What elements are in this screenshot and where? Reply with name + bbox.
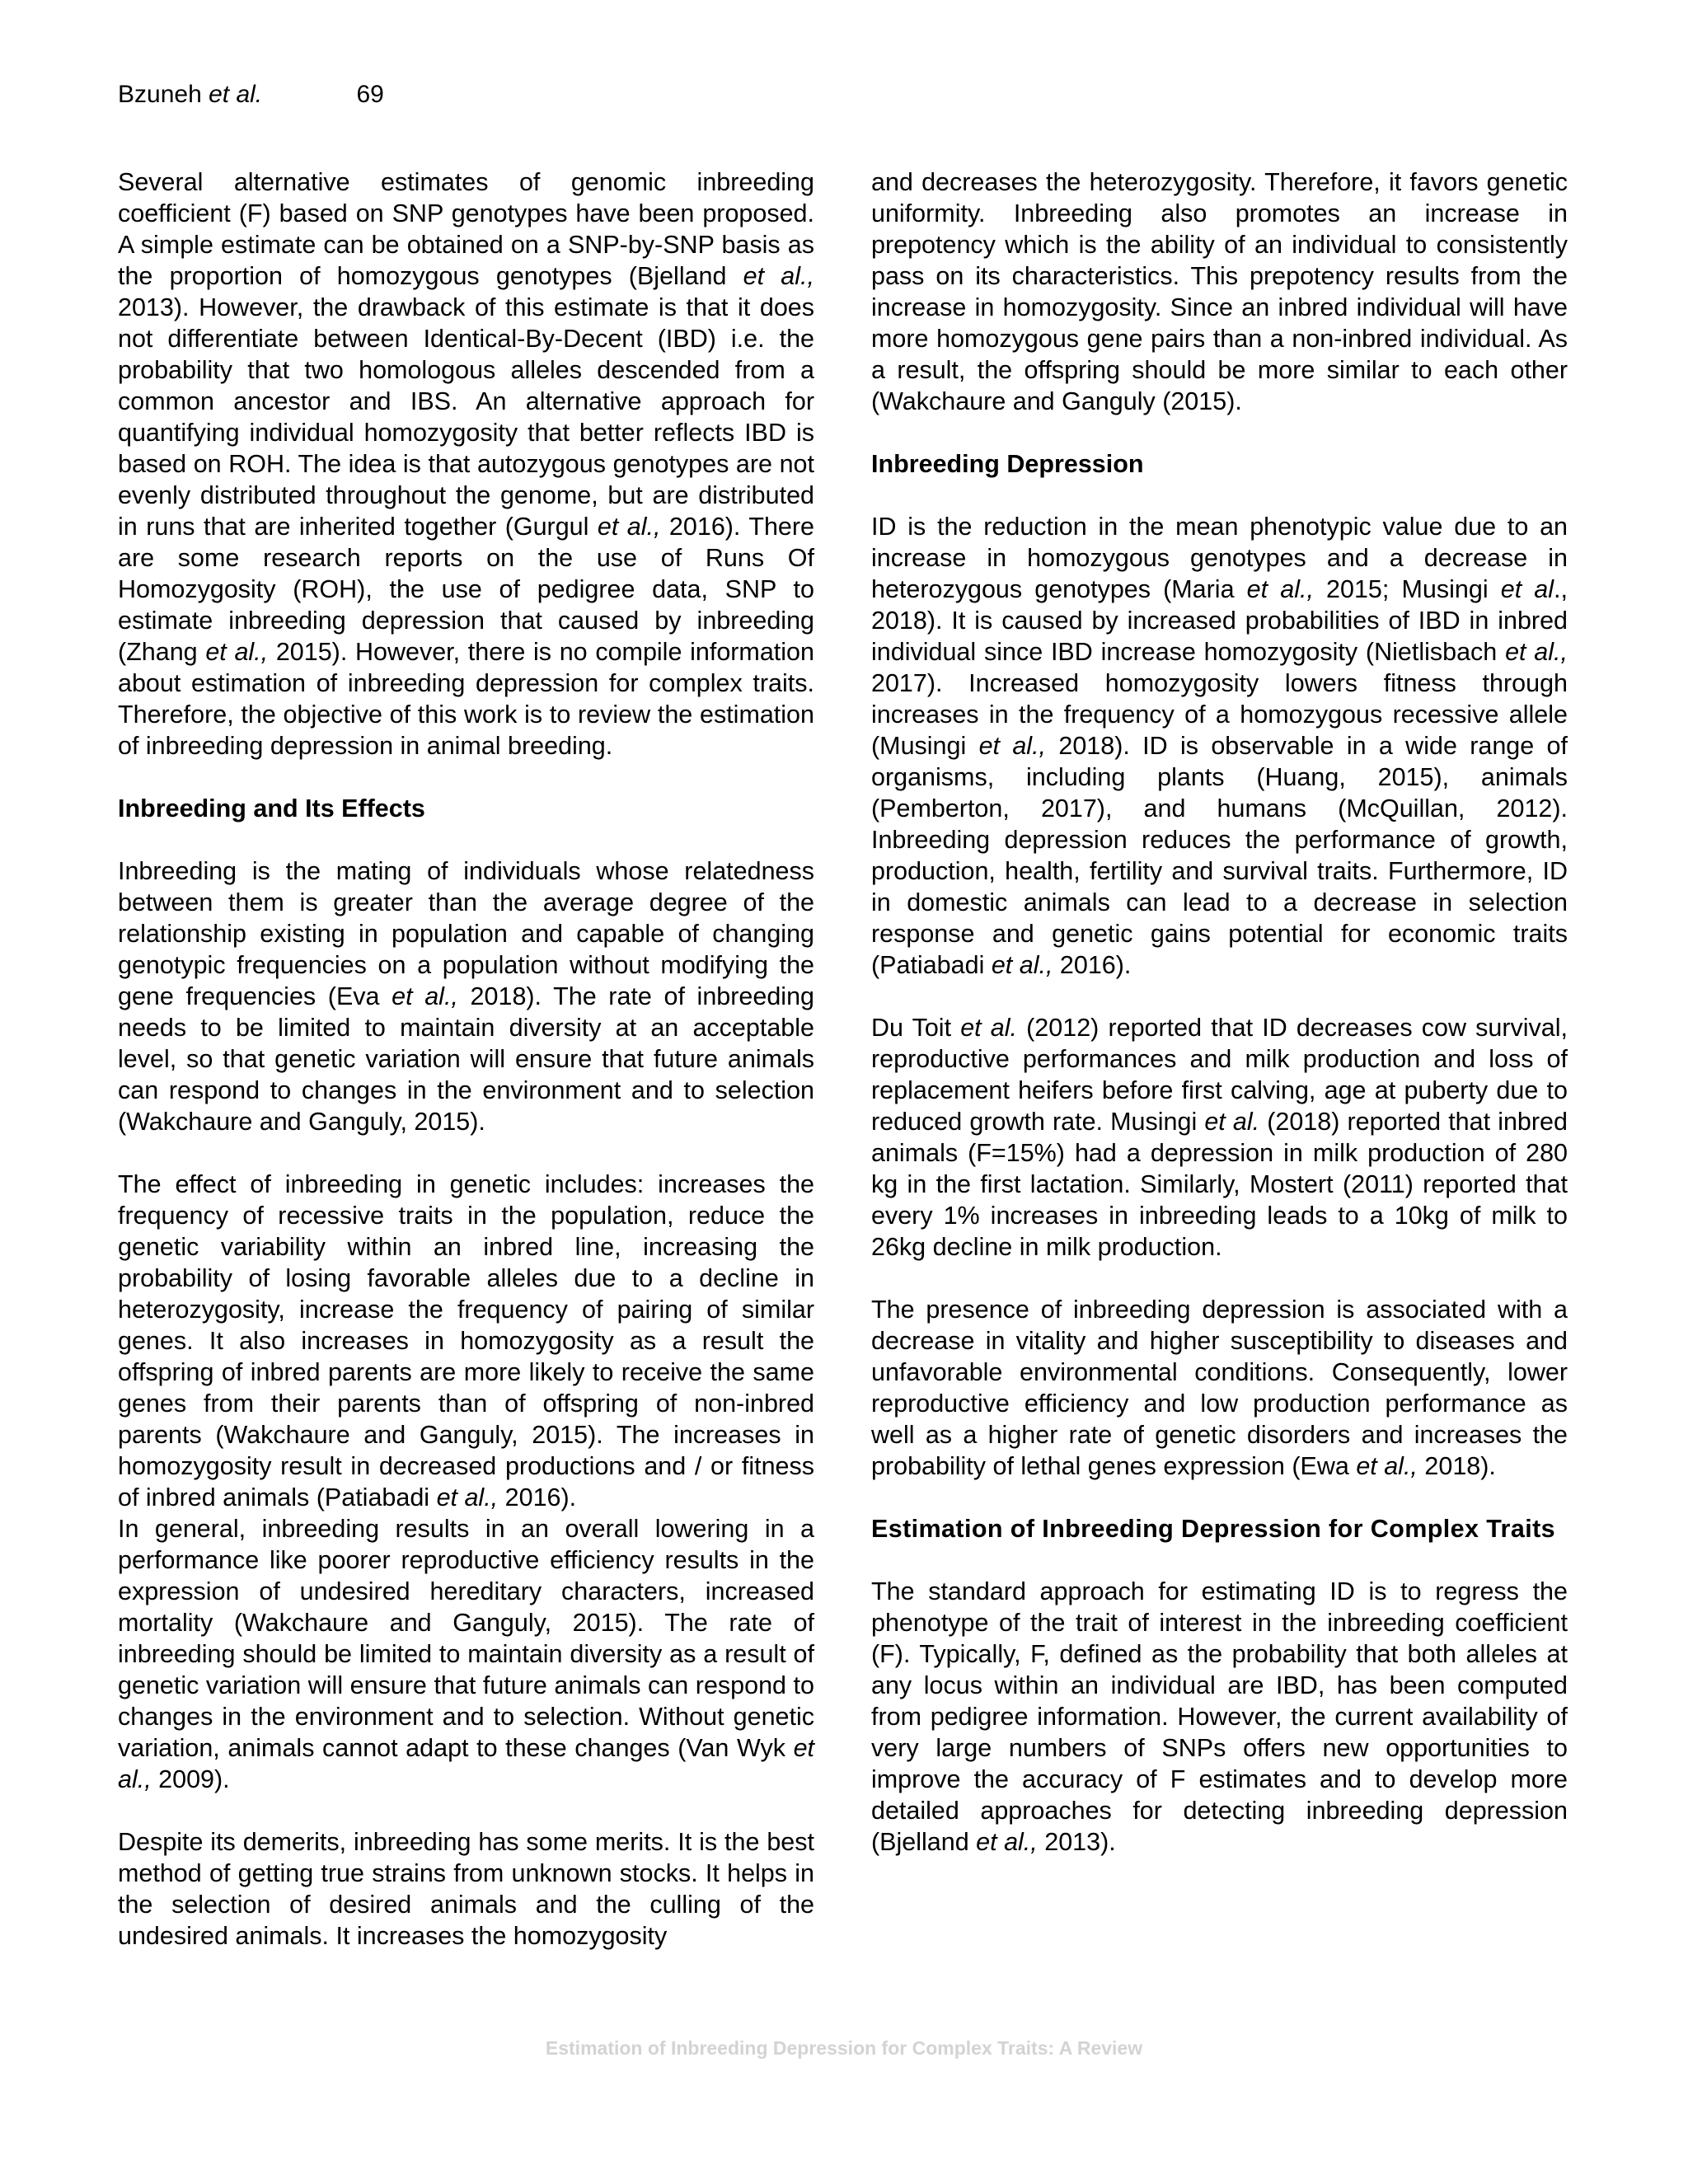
paragraph-intro: Several alternative estimates of genomic inbreeding coefficient (F) based on SNP genotypes have been proposed. A simple estimate can be obtained on a SNP-by-SNP basis as the proportion of homozygous genotypes (Bjelland et al., 2013). However, the drawback of this estimate is that it does not differentiate between Identical-By-Decent (IBD) i.e. the probability that two homologous alleles descended from a common ancestor and IBS. An alternative approach for quantifying individual homozygosity that better reflects IBD is based on ROH. The idea is that autozygous genotypes are not evenly distributed throughout the genome, but are distributed in runs that are inherited together (Gurgul et al., 2016). There are some research reports on the use of Runs Of Homozygosity (ROH), the use of pedigree data, SNP to estimate inbreeding depression that caused by inbreeding (Zhang et al., 2015). However, there is no compile information about estimation of inbreeding depression for complex traits. Therefore, the objective of this work is to review the estimation of inbreeding depression in animal breeding. <box>118 168 814 760</box>
paragraph-id-definition: ID is the reduction in the mean phenotypic value due to an increase in homozygous genotypes and a decrease in heterozygous genotypes (Maria et al., 2015; Musingi et al., 2018). It is caused by increased probabilities of IBD in inbred individual since IBD increase homozygosity (Nietlisbach et al., 2017). Increased homozygosity lowers fitness through increases in the frequency of a homozygous recessive allele (Musingi et al., 2018). ID is observable in a wide range of organisms, including plants (Huang, 2015), animals (Pemberton, 2017), and humans (McQuillan, 2012). Inbreeding depression reduces the performance of growth, production, health, fertility and survival traits. Furthermore, ID in domestic animals can lead to a decrease in selection response and genetic gains potential for economic traits (Patiabadi et al., 2016). <box>871 513 1568 979</box>
paragraph-inbreeding-effects: The effect of inbreeding in genetic includes: increases the frequency of recessive traits in the population, reduce the genetic variability within an inbred line, increasing the probability of losing favorable alleles due to a decline in heterozygosity, increase the frequency of pairing of similar genes. It also increases in homozygosity as a result the offspring of inbred parents are more likely to receive the same genes from their parents than of offspring of non-inbred parents (Wakchaure and Ganguly, 2015). The increases in homozygosity result in decreased productions and / or fitness of inbred animals (Patiabadi et al., 2016). <box>118 1170 814 1511</box>
section-heading-estimation: Estimation of Inbreeding Depression for Complex Traits <box>871 1515 1555 1543</box>
section-heading-inbreeding-depression: Inbreeding Depression <box>871 450 1144 478</box>
right-column <box>871 166 1568 1889</box>
left-column <box>118 166 814 1983</box>
running-head <box>118 78 384 111</box>
running-footer: Estimation of Inbreeding Depression for Complex Traits: A Review <box>545 2037 1143 2059</box>
paragraph-id-cattle: Du Toit et al. (2012) reported that ID decreases cow survival, reproductive performances and milk production and loss of replacement heifers before first calving, age at puberty due to reduced growth rate. Musingi et al. (2018) reported that inbred animals (F=15%) had a depression in milk production of 280 kg in the first lactation. Similarly, Mostert (2011) reported that every 1% increases in inbreeding leads to a 10kg of milk to 26kg decline in milk production. <box>871 1014 1568 1261</box>
header-author: Bzuneh <box>118 81 202 108</box>
section-heading-inbreeding-effects: Inbreeding and Its Effects <box>118 794 425 823</box>
paragraph-inbreeding-merits: Despite its demerits, inbreeding has some merits. It is the best method of getting true strains from unknown stocks. It helps in the selection of desired animals and the culling of the undesired animals. It increases the homozygosity <box>118 1828 814 1950</box>
paragraph-id-presence: The presence of inbreeding depression is associated with a decrease in vitality and higher susceptibility to diseases and unfavorable environmental conditions. Consequently, lower reproductive efficiency and low production performance as well as a higher rate of genetic disorders and increases the probability of lethal genes expression (Ewa et al., 2018). <box>871 1296 1568 1480</box>
page-number: 69 <box>356 81 384 108</box>
paragraph-merits-continued: and decreases the heterozygosity. Therefore, it favors genetic uniformity. Inbreeding also promotes an increase in prepotency which is the ability of an individual to consistently pass on its characteristics. This prepotency results from the increase in homozygosity. Since an inbred individual will have more homozygous gene pairs than a non-inbred individual. As a result, the offspring should be more similar to each other (Wakchaure and Ganguly (2015). <box>871 168 1568 415</box>
paragraph-inbreeding-definition: Inbreeding is the mating of individuals whose relatedness between them is greater than the average degree of the relationship existing in population and capable of changing genotypic frequencies on a population without modifying the gene frequencies (Eva et al., 2018). The rate of inbreeding needs to be limited to maintain diversity at an acceptable level, so that genetic variation will ensure that future animals can respond to changes in the environment and to selection (Wakchaure and Ganguly, 2015). <box>118 857 815 1136</box>
header-etal: et al. <box>209 81 263 108</box>
paragraph-inbreeding-general: In general, inbreeding results in an overall lowering in a performance like poorer reproductive efficiency results in the expression of undesired hereditary characters, increased mortality (Wakchaure and Ganguly, 2015). The rate of inbreeding should be limited to maintain diversity as a result of genetic variation will ensure that future animals can respond to changes in the environment and to selection. Without genetic variation, animals cannot adapt to these changes (Van Wyk et al., 2009). <box>118 1515 814 1793</box>
paragraph-estimation-approach: The standard approach for estimating ID is to regress the phenotype of the trait of interest in the inbreeding coefficient (F). Typically, F, defined as the probability that both alleles at any locus within an individual are IBD, has been computed from pedigree information. However, the current availability of very large numbers of SNPs offers new opportunities to improve the accuracy of F estimates and to develop more detailed approaches for detecting inbreeding depression (Bjelland et al., 2013). <box>871 1577 1568 1856</box>
